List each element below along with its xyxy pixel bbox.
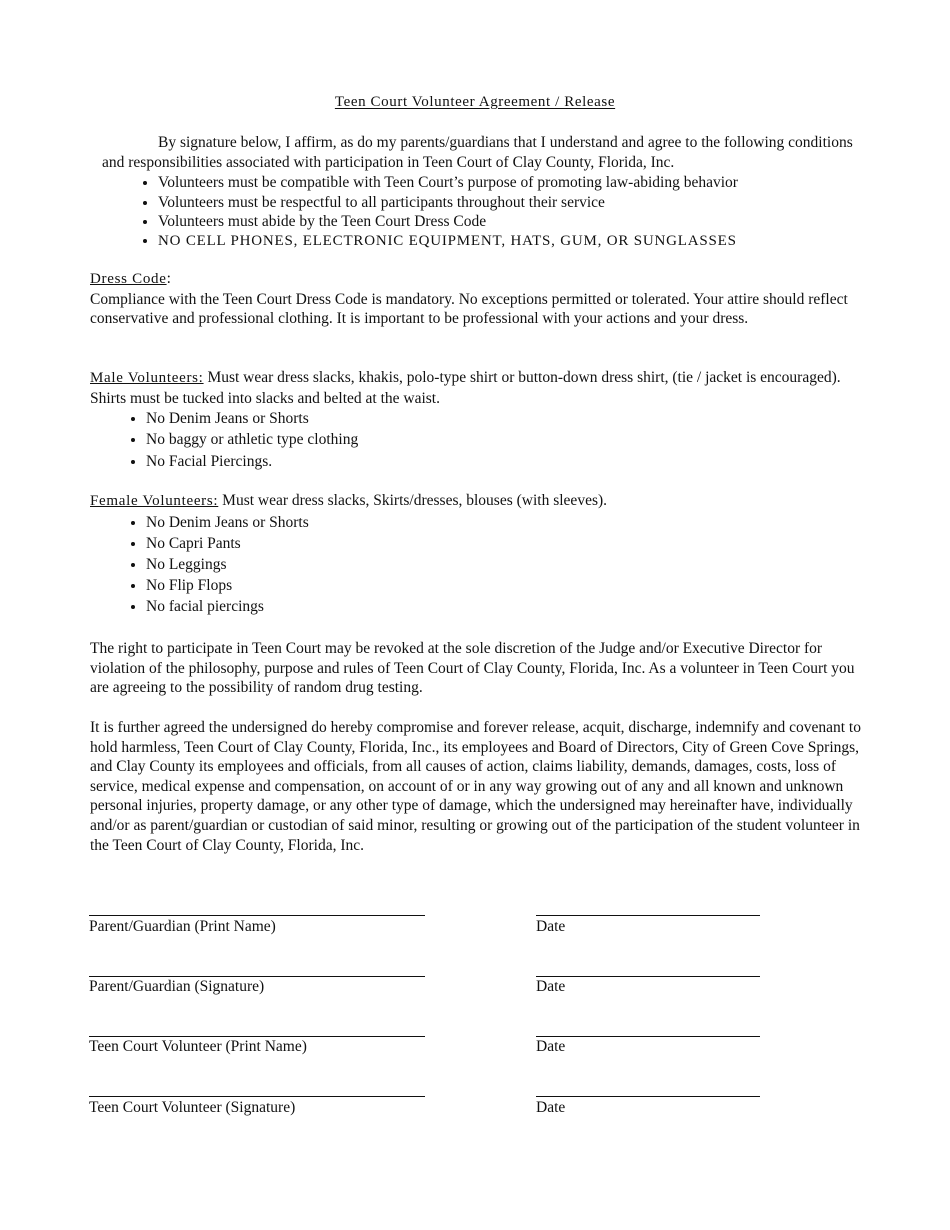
parent-signature-date-label: Date — [536, 978, 566, 995]
list-item: • Volunteers must be compatible with Teen Court’s purpose of promoting law-abiding behavior — [158, 173, 862, 193]
volunteer-signature-date-label: Date — [536, 1099, 566, 1116]
release-section — [90, 718, 865, 855]
volunteer-signature-line[interactable] — [89, 1096, 425, 1097]
list-item: • No Capri Pants — [146, 533, 865, 554]
intro-section — [102, 133, 862, 251]
intro-bullet-list — [102, 173, 862, 251]
volunteer-print-date-label: Date — [536, 1038, 566, 1055]
release-paragraph: It is further agreed the undersigned do hereby compromise and forever release, acquit, discharge, indemnify and covenant to hold harmless, Teen Court of Clay County, Florida, Inc., its employees and Board of Directors, City of Green Cove Springs, and Clay County its employees and officials, from all causes of action, claims liability, demands, damages, costs, loss of service, medical expense and compensation, on account of or in any way growing out of any and all known and unknown personal injuries, property damage, or any other type of damage, which the undersigned may hereinafter have, individually and/or as parent/guardian or custodian of said minor, resulting or growing out of the participation of the student volunteer in the Teen Court of Clay County, Florida, Inc. — [90, 719, 861, 854]
parent-print-name-line[interactable] — [89, 915, 425, 916]
list-item: • No Leggings — [146, 554, 865, 575]
volunteer-print-name-line[interactable] — [89, 1036, 425, 1037]
list-item: • No Denim Jeans or Shorts — [146, 512, 865, 533]
list-item: • No Denim Jeans or Shorts — [146, 408, 865, 429]
volunteer-print-name-label: Teen Court Volunteer (Print Name) — [89, 1038, 307, 1055]
dress-code-paragraph: Compliance with the Teen Court Dress Code is mandatory. No exceptions permitted or tolerated. Your attire should reflect conservative and professional clothing. It is important to be professional with your actions and your dress. — [90, 290, 848, 328]
volunteer-signature-label: Teen Court Volunteer (Signature) — [89, 1099, 296, 1116]
list-item: • Volunteers must abide by the Teen Court Dress Code — [158, 212, 862, 232]
parent-signature-date-line[interactable] — [536, 976, 760, 977]
parent-signature-line[interactable] — [89, 976, 425, 977]
list-item: • NO CELL PHONES, ELECTRONIC EQUIPMENT, HATS, GUM, OR SUNGLASSES — [158, 232, 862, 252]
dress-code-section: Dress Code: Compliance with the Teen Court Dress Code is mandatory. No exceptions permitted or tolerated. Your attire should reflect conservative and professional clothing. It is important to be professional with your actions and your dress. — [90, 269, 865, 329]
list-item: • No Facial Piercings. — [146, 451, 865, 472]
female-bullet-list — [90, 512, 865, 618]
list-item: • Volunteers must be respectful to all participants throughout their service — [158, 193, 862, 213]
parent-signature-label: Parent/Guardian (Signature) — [89, 978, 265, 995]
list-item: • No baggy or athletic type clothing — [146, 429, 865, 450]
female-volunteers-heading: Female Volunteers: — [90, 493, 219, 509]
parent-print-date-line[interactable] — [536, 915, 760, 916]
revocation-paragraph: The right to participate in Teen Court may be revoked at the sole discretion of the Judge and/or Executive Director for violation of the philosophy, purpose and rules of Teen Court of Clay County, Florida, Inc. As a volunteer in Teen Court you are agreeing to the possibility of random drug testing. — [90, 640, 855, 697]
male-bullet-list — [90, 408, 865, 472]
male-volunteers-heading: Male Volunteers: — [90, 370, 204, 386]
parent-print-name-label: Parent/Guardian (Print Name) — [89, 918, 276, 935]
male-volunteers-section — [90, 368, 865, 472]
female-volunteers-text: Must wear dress slacks, Skirts/dresses, blouses (with sleeves). — [218, 492, 608, 509]
revocation-section — [90, 639, 865, 698]
parent-print-date-label: Date — [536, 918, 566, 935]
male-volunteers-text: Must wear dress slacks, khakis, polo-type shirt or button-down dress shirt, (tie / jacket is encouraged). Shirts must be tucked into slacks and belted at the waist. — [90, 369, 841, 407]
document-title: Teen Court Volunteer Agreement / Release — [334, 94, 616, 110]
volunteer-print-date-line[interactable] — [536, 1036, 760, 1037]
volunteer-signature-date-line[interactable] — [536, 1096, 760, 1097]
dress-code-heading: Dress Code — [90, 271, 167, 287]
intro-paragraph: By signature below, I affirm, as do my parents/guardians that I understand and agree to the following conditions and responsibilities associated with participation in Teen Court of Clay County, Florida, Inc. — [102, 134, 853, 171]
female-volunteers-section — [90, 491, 865, 618]
list-item: • No Flip Flops — [146, 575, 865, 596]
list-item: • No facial piercings — [146, 596, 865, 617]
